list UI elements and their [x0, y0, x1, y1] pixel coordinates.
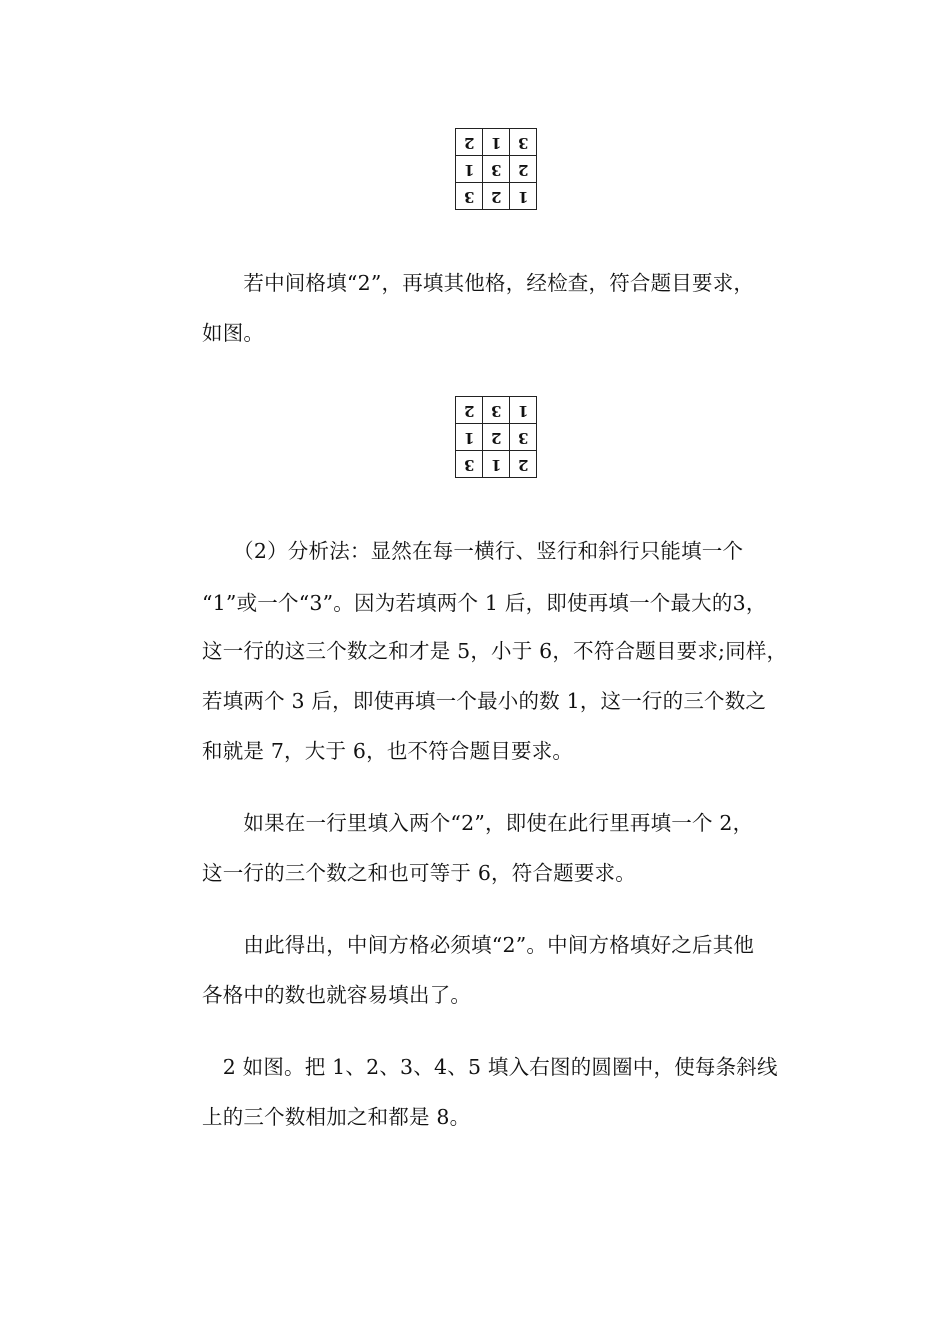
- paragraph-2-line-4: 若填两个 3 后，即使再填一个最小的数 1，这一行的三个数之: [202, 689, 767, 713]
- grid-cell: 3: [456, 183, 483, 210]
- grid-cell: 3: [510, 424, 537, 451]
- grid-row: [456, 451, 537, 478]
- paragraph-5-line-2: 上的三个数相加之和都是 8。: [202, 1105, 471, 1129]
- number-grid-1: [455, 128, 537, 210]
- grid-cell: 1: [510, 183, 537, 210]
- grid-cell: 2: [456, 129, 483, 156]
- grid-cell: 1: [483, 129, 510, 156]
- paragraph-3-line-2: 这一行的三个数之和也可等于 6，符合题要求。: [202, 861, 636, 885]
- paragraph-1-line-1: 若中间格填“2”，再填其他格，经检查，符合题目要求，: [202, 271, 755, 295]
- grid-cell: 1: [483, 451, 510, 478]
- paragraph-2-line-5: 和就是 7，大于 6，也不符合题目要求。: [202, 739, 574, 763]
- number-grid-2: [455, 396, 537, 478]
- grid-cell: 1: [456, 424, 483, 451]
- paragraph-4-line-2: 各格中的数也就容易填出了。: [202, 983, 472, 1007]
- grid-cell: 2: [510, 451, 537, 478]
- paragraph-2-line-3: 这一行的这三个数之和才是 5，小于 6，不符合题目要求;同样，: [202, 639, 788, 663]
- paragraph-1-line-2: 如图。: [202, 321, 265, 345]
- grid-cell: 2: [483, 183, 510, 210]
- grid-cell: 2: [483, 424, 510, 451]
- grid-row: [456, 424, 537, 451]
- paragraph-2-line-2: “1”或一个“3”。因为若填两个 1 后，即使再填一个最大的3，: [202, 591, 767, 615]
- grid-cell: 3: [456, 451, 483, 478]
- paragraph-5-line-1: 2 如图。把 1、2、3、4、5 填入右图的圆圈中，使每条斜线: [202, 1055, 778, 1079]
- grid-cell: 1: [456, 156, 483, 183]
- paragraph-2-line-1: （2）分析法：显然在每一横行、竖行和斜行只能填一个: [202, 539, 744, 563]
- grid-cell: 3: [483, 156, 510, 183]
- paragraph-3-line-1: 如果在一行里填入两个“2”，即使在此行里再填一个 2，: [202, 811, 754, 835]
- grid-cell: 2: [456, 397, 483, 424]
- grid-row: [456, 156, 537, 183]
- grid-cell: 3: [483, 397, 510, 424]
- grid-row: [456, 183, 537, 210]
- grid-cell: 1: [510, 397, 537, 424]
- paragraph-4-line-1: 由此得出，中间方格必须填“2”。中间方格填好之后其他: [202, 933, 755, 957]
- grid-cell: 3: [510, 129, 537, 156]
- grid-row: [456, 397, 537, 424]
- grid-cell: 2: [510, 156, 537, 183]
- grid-row: [456, 129, 537, 156]
